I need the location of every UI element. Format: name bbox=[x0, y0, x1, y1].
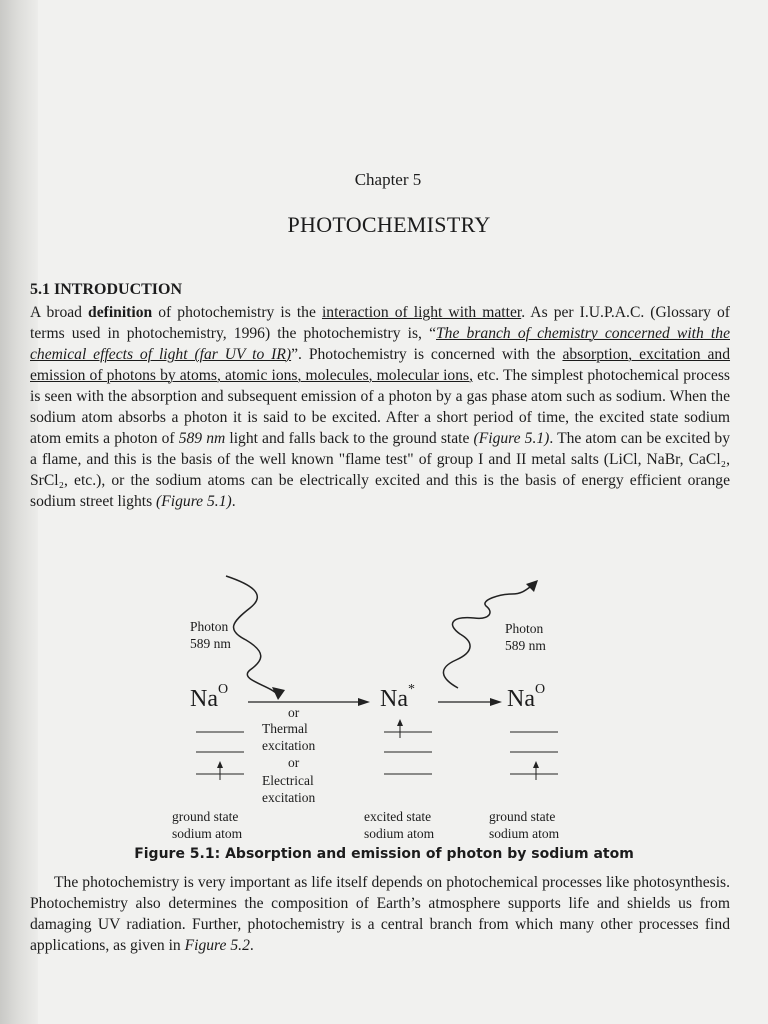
excitation-arrowhead-icon bbox=[358, 698, 370, 706]
electron-arrowhead-icon bbox=[217, 761, 223, 768]
or-label: or bbox=[288, 705, 300, 720]
text-run: of photochemistry is the bbox=[152, 304, 322, 321]
excited-state-label bbox=[364, 808, 434, 842]
atom-text: sodium atom bbox=[489, 826, 560, 841]
excitation-text: excitation bbox=[262, 738, 316, 753]
na-ground-right bbox=[507, 682, 546, 713]
incoming-photon-arrowhead-icon bbox=[272, 687, 285, 700]
text-run: . As per I.U.P.A.C. (Glossary of terms used in photochemistry, 1996) the photochemistry is, “ bbox=[30, 304, 730, 342]
figure-reference: Figure 5.2 bbox=[184, 937, 250, 954]
incoming-photon-wave-icon bbox=[226, 576, 278, 695]
photon-out-label bbox=[505, 620, 546, 654]
text-run-bold: definition bbox=[88, 304, 153, 321]
photon-in-wavelength: 589 nm bbox=[190, 636, 231, 651]
importance-paragraph bbox=[30, 872, 730, 956]
ground-state-left-label bbox=[172, 808, 242, 842]
na-excited bbox=[380, 682, 415, 713]
state-text: ground state bbox=[172, 809, 239, 824]
or-label: or bbox=[288, 755, 300, 770]
chapter-label: Chapter 5 bbox=[354, 170, 422, 189]
thermal-excitation-label bbox=[262, 720, 315, 754]
text-run: The photochemistry is very important as life itself depends on photochemical processes like photosynthesis. Photochemistry also determines the composition of Earth’s atmosphere supports life and shields us from damaging UV radiation. Further, photochemistry is a central branch from which many other processes find applications, as given in bbox=[30, 874, 730, 954]
figure-reference: (Figure 5.1) bbox=[473, 430, 550, 447]
state-text: excited state bbox=[364, 809, 432, 824]
electron-arrowhead-icon bbox=[533, 761, 539, 768]
text-run: etc. The simplest photochemical process is seen with the absorption and subsequent emission of a photon by a gas phase atom such as sodium. When the sodium atom absorbs a photon it is said to be excited. After a short period of time, the excited state sodium atom emits a photon of bbox=[30, 367, 730, 447]
text-run: . bbox=[249, 937, 254, 954]
text-run: . The atom can be excited by a flame, and this is the basis of the well known "flame test" of group I and II metal salts (LiCl, NaBr, CaCl₂, SrCl₂, etc.), or the sodium atoms can be electrically excited and this is the basis of energy efficient orange sodium street lights bbox=[30, 430, 730, 510]
text-run-underlined: absorption, excitation and emission of photons by atoms, atomic ions, molecules, molecular ions, bbox=[30, 346, 731, 384]
electrical-excitation-label bbox=[262, 772, 315, 806]
ground-state-right-label bbox=[489, 808, 559, 842]
na-symbol: Na bbox=[507, 686, 535, 712]
text-run-underlined: interaction of light with matter bbox=[321, 304, 522, 321]
text-run-italic: 589 nm bbox=[178, 430, 226, 447]
photon-out-text: Photon bbox=[505, 621, 544, 636]
excitation-text: excitation bbox=[262, 790, 316, 805]
na-superscript: O bbox=[217, 682, 229, 697]
text-run-quote: The branch of chemistry concerned with the chemical effects of light (far UV to IR) bbox=[30, 325, 730, 363]
emission-arrowhead-icon bbox=[490, 698, 502, 706]
outgoing-photon-arrowhead-icon bbox=[526, 580, 538, 592]
na-superscript: O bbox=[534, 682, 546, 697]
na-ground-left bbox=[190, 682, 229, 713]
text-run: . bbox=[231, 493, 236, 510]
figure-5-1-diagram bbox=[0, 560, 768, 840]
electrical-text: Electrical bbox=[262, 773, 314, 788]
na-superscript: * bbox=[407, 682, 415, 697]
intro-paragraph bbox=[30, 302, 730, 512]
chapter-title: PHOTOCHEMISTRY bbox=[287, 212, 491, 237]
atom-text: sodium atom bbox=[172, 826, 243, 841]
scan-shadow-edge bbox=[0, 0, 38, 1024]
electron-arrowhead-icon bbox=[397, 719, 403, 726]
text-run: ”. Photochemistry is concerned with the bbox=[291, 346, 563, 363]
section-heading: 5.1 INTRODUCTION bbox=[30, 281, 183, 298]
photon-in-label bbox=[190, 618, 231, 652]
na-symbol: Na bbox=[190, 686, 218, 712]
figure-reference: (Figure 5.1) bbox=[156, 493, 232, 510]
photon-in-text: Photon bbox=[190, 619, 229, 634]
thermal-text: Thermal bbox=[262, 721, 308, 736]
photon-out-wavelength: 589 nm bbox=[505, 638, 546, 653]
text-run: A broad bbox=[30, 304, 89, 321]
state-text: ground state bbox=[489, 809, 556, 824]
atom-text: sodium atom bbox=[364, 826, 435, 841]
figure-caption: Figure 5.1: Absorption and emission of photon by sodium atom bbox=[134, 846, 634, 862]
na-symbol: Na bbox=[380, 686, 408, 712]
text-run: light and falls back to the ground state bbox=[225, 430, 474, 447]
